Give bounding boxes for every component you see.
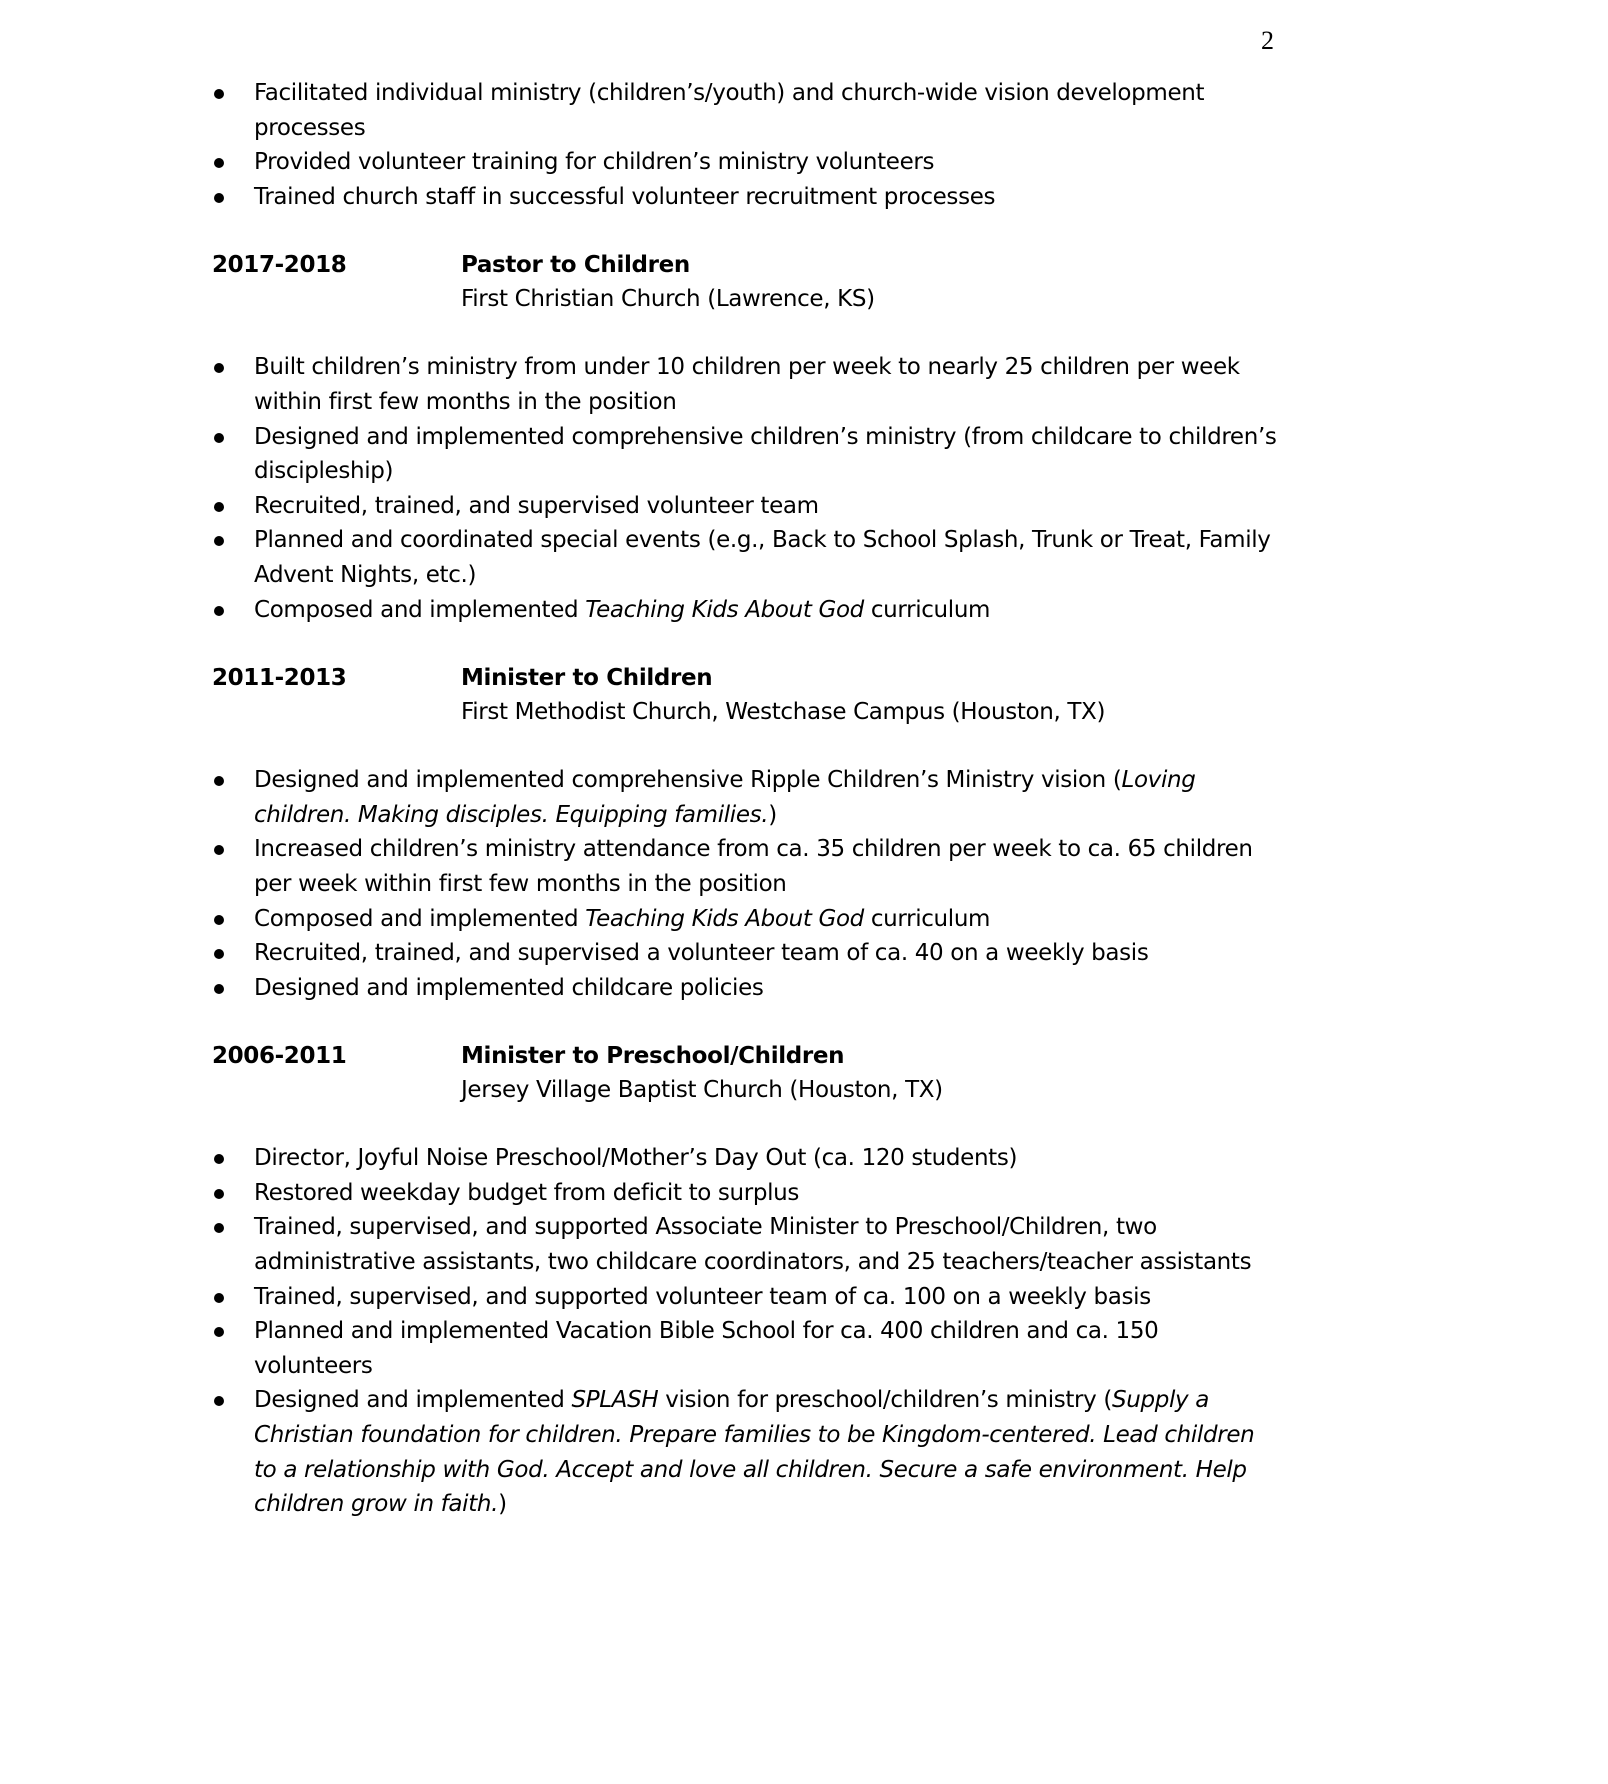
list-item: Provided volunteer training for children’s ministry volunteers	[212, 145, 1282, 180]
bullet-icon	[214, 1154, 224, 1164]
list-item: Trained, supervised, and supported Associate Minister to Preschool/Children, two administrative assistants, two childcare coordinators, and 25 teachers/teacher assistants	[212, 1210, 1282, 1279]
bullet-icon	[214, 536, 224, 546]
job-organization: First Methodist Church, Westchase Campus (Houston, TX)	[461, 699, 1106, 726]
bullet-icon	[214, 1223, 224, 1233]
list-item: Facilitated individual ministry (children’s/youth) and church-wide vision development processes	[212, 76, 1282, 145]
list-item: Designed and implemented SPLASH vision for preschool/children’s ministry (Supply a Christian foundation for children. Prepare families to be Kingdom-centered. Lead children to a relationship with God. Accept and love all children. Secure a safe environment. Help children grow in faith.)	[212, 1383, 1282, 1521]
list-item: Designed and implemented comprehensive children’s ministry (from childcare to children’s discipleship)	[212, 420, 1282, 489]
resume-content	[212, 76, 1282, 1522]
job-dates: 2011-2013	[212, 665, 347, 692]
curriculum-title: Teaching Kids About God	[585, 596, 864, 623]
bullet-icon	[214, 606, 224, 616]
list-item: Planned and implemented Vacation Bible School for ca. 400 children and ca. 150 volunteers	[212, 1314, 1282, 1383]
job-organization: Jersey Village Baptist Church (Houston, TX)	[461, 1077, 943, 1104]
list-item: Trained church staff in successful volunteer recruitment processes	[212, 180, 1282, 215]
job-title: Minister to Children	[461, 665, 713, 692]
bullet-icon	[214, 984, 224, 994]
list-item: Designed and implemented childcare policies	[212, 971, 1282, 1006]
bullet-icon	[214, 363, 224, 373]
bullet-icon	[214, 1327, 224, 1337]
vision-statement: Loving children. Making disciples. Equipping families.	[254, 767, 1196, 828]
bullet-icon	[214, 949, 224, 959]
list-item: Director, Joyful Noise Preschool/Mother’s Day Out (ca. 120 students)	[212, 1141, 1282, 1176]
job-title: Pastor to Children	[461, 252, 690, 279]
page-number: 2	[1261, 26, 1274, 55]
vision-acronym: SPLASH	[571, 1387, 659, 1414]
list-item: Recruited, trained, and supervised volunteer team	[212, 489, 1282, 524]
list-item: Planned and coordinated special events (e.g., Back to School Splash, Trunk or Treat, Family Advent Nights, etc.)	[212, 523, 1282, 592]
job-header	[212, 248, 1282, 316]
bullet-icon	[214, 502, 224, 512]
list-item: Increased children’s ministry attendance from ca. 35 children per week to ca. 65 children per week within first few months in the position	[212, 832, 1282, 901]
job-bullet-list	[212, 350, 1282, 627]
list-item: Composed and implemented Teaching Kids About God curriculum	[212, 593, 1282, 628]
job-bullet-list	[212, 763, 1282, 1005]
bullet-icon	[214, 776, 224, 786]
job-organization: First Christian Church (Lawrence, KS)	[461, 286, 875, 313]
bullet-icon	[214, 1293, 224, 1303]
bullet-icon	[214, 89, 224, 99]
curriculum-title: Teaching Kids About God	[585, 905, 864, 932]
job-dates: 2017-2018	[212, 252, 347, 279]
job-header	[212, 661, 1282, 729]
bullet-icon	[214, 193, 224, 203]
job-bullet-list	[212, 1141, 1282, 1522]
list-item: Trained, supervised, and supported volunteer team of ca. 100 on a weekly basis	[212, 1280, 1282, 1315]
list-item: Restored weekday budget from deficit to surplus	[212, 1176, 1282, 1211]
bullet-icon	[214, 1396, 224, 1406]
intro-bullet-list	[212, 76, 1282, 214]
list-item: Recruited, trained, and supervised a volunteer team of ca. 40 on a weekly basis	[212, 936, 1282, 971]
bullet-icon	[214, 158, 224, 168]
job-dates: 2006-2011	[212, 1043, 347, 1070]
bullet-icon	[214, 433, 224, 443]
bullet-icon	[214, 845, 224, 855]
vision-statement: Supply a Christian foundation for children. Prepare families to be Kingdom-centered. Lead children to a relationship with God. Accept and love all children. Secure a safe environment. Help children grow in faith.	[254, 1387, 1255, 1518]
job-header	[212, 1039, 1282, 1107]
list-item: Composed and implemented Teaching Kids About God curriculum	[212, 902, 1282, 937]
list-item: Designed and implemented comprehensive Ripple Children’s Ministry vision (Loving children. Making disciples. Equipping families.)	[212, 763, 1282, 832]
list-item: Built children’s ministry from under 10 children per week to nearly 25 children per week within first few months in the position	[212, 350, 1282, 419]
job-title: Minister to Preschool/Children	[461, 1043, 845, 1070]
bullet-icon	[214, 915, 224, 925]
bullet-icon	[214, 1189, 224, 1199]
